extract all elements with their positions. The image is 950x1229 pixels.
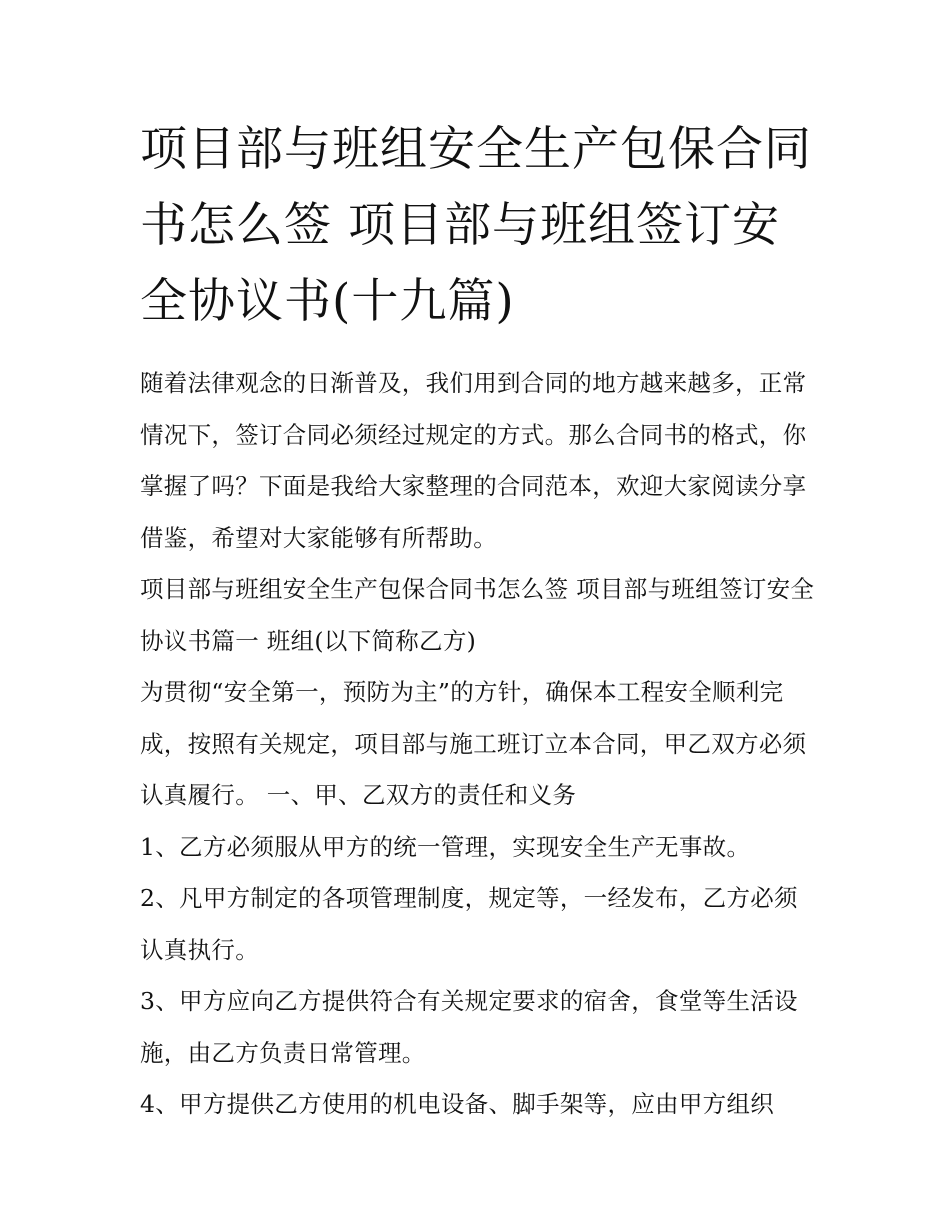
clause-3-paragraph: 3、甲方应向乙方提供符合有关规定要求的宿舍，食堂等生活设施，由乙方负责日常管理。: [140, 987, 798, 1067]
document-body: [140, 358, 820, 1131]
clause-2-paragraph: 2、凡甲方制定的各项管理制度，规定等，一经发布，乙方必须认真执行。: [140, 884, 798, 964]
clause-4-paragraph: 4、甲方提供乙方使用的机电设备、脚手架等，应由甲方组织: [140, 1090, 775, 1118]
intro-paragraph: 随着法律观念的日渐普及，我们用到合同的地方越来越多，正常情况下，签订合同必须经过规定的方式。那么合同书的格式，你掌握了吗？下面是我给大家整理的合同范本，欢迎大家阅读分享借鉴，希望对大家能够有所帮助。: [140, 369, 807, 552]
clause-1-paragraph: 1、乙方必须服从甲方的统一管理，实现安全生产无事故。: [140, 832, 751, 861]
section-heading-paragraph: 项目部与班组安全生产包保合同书怎么签 项目部与班组签订安全协议书篇一 班组(以下简称乙方): [140, 575, 815, 655]
purpose-paragraph: 为贯彻“安全第一，预防为主”的方针，确保本工程安全顺利完成，按照有关规定，项目部与施工班订立本合同，甲乙双方必须认真履行。 一、甲、乙双方的责任和义务: [140, 678, 807, 809]
document-title: 项目部与班组安全生产包保合同书怎么签 项目部与班组签订安全协议书(十九篇): [140, 122, 812, 329]
document-page: [140, 112, 820, 1131]
